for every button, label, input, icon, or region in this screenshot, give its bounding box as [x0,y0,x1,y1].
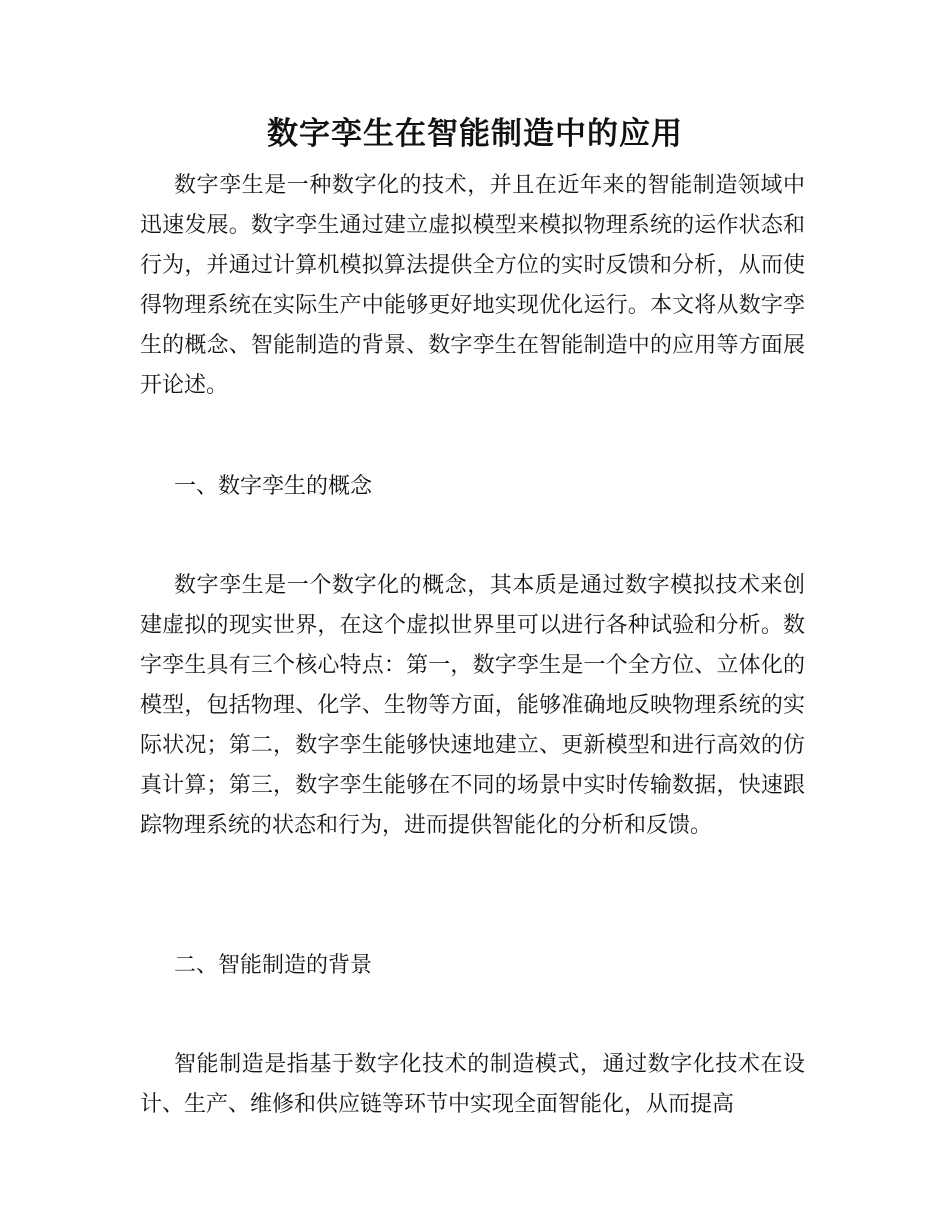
intro-paragraph: 数字孪生是一种数字化的技术，并且在近年来的智能制造领域中迅速发展。数字孪生通过建立虚拟模型来模拟物理系统的运作状态和行为，并通过计算机模拟算法提供全方位的实时反馈和分析，从而使得物理系统在实际生产中能够更好地实现优化运行。本文将从数字孪生的概念、智能制造的背景、数字孪生在智能制造中的应用等方面展开论述。 [140,173,805,398]
section-heading-background: 二、智能制造的背景 [174,953,373,978]
document-title: 数字孪生在智能制造中的应用 [267,116,683,152]
section-body-concept: 数字孪生是一个数字化的概念，其本质是通过数字模拟技术来创建虚拟的现实世界，在这个虚拟世界里可以进行各种试验和分析。数字孪生具有三个核心特点：第一，数字孪生是一个全方位、立体化的模型，包括物理、化学、生物等方面，能够准确地反映物理系统的实际状况；第二，数字孪生能够快速地建立、更新模型和进行高效的仿真计算；第三，数字孪生能够在不同的场景中实时传输数据，快速跟踪物理系统的状态和行为，进而提供智能化的分析和反馈。 [140,573,805,838]
section-body-background: 智能制造是指基于数字化技术的制造模式，通过数字化技术在设计、生产、维修和供应链等环节中实现全面智能化，从而提高 [140,1052,805,1117]
section-heading-concept: 一、数字孪生的概念 [174,474,373,499]
